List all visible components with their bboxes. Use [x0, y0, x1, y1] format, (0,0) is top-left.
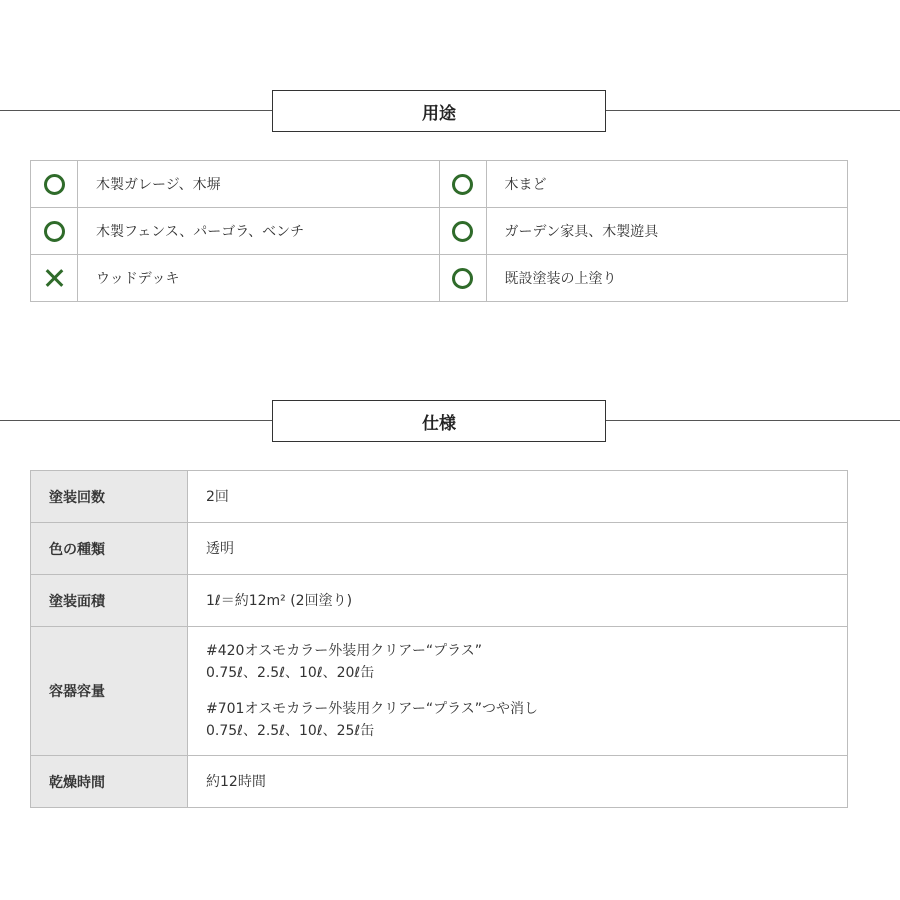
spec-value-line: 0.75ℓ、2.5ℓ、10ℓ、20ℓ缶 [206, 665, 375, 681]
usage-row [31, 208, 848, 255]
spec-value-line: 透明 [206, 540, 234, 557]
spec-value [188, 523, 848, 575]
spec-value-line: 0.75ℓ、2.5ℓ、10ℓ、25ℓ缶 [206, 723, 375, 739]
usage-label: 既設塗装の上塗り [486, 255, 848, 302]
spec-row [31, 471, 848, 523]
usage-table [30, 160, 848, 302]
spec-heading-title: 仕様 [272, 400, 606, 442]
spec-key: 乾燥時間 [31, 756, 188, 808]
spec-key: 容器容量 [31, 627, 188, 756]
usage-label: ウッドデッキ [78, 255, 440, 302]
usage-mark-cell [439, 161, 486, 208]
usage-mark-cell [439, 208, 486, 255]
usage-row [31, 161, 848, 208]
usage-mark-cell [31, 208, 78, 255]
usage-label: 木製フェンス、パーゴラ、ベンチ [78, 208, 440, 255]
usage-label: ガーデン家具、木製遊具 [486, 208, 848, 255]
circle-mark-icon [44, 221, 65, 242]
usage-mark-cell [31, 255, 78, 302]
spec-value [188, 627, 848, 756]
spec-row [31, 575, 848, 627]
spec-row [31, 523, 848, 575]
cross-mark-icon [44, 268, 64, 288]
usage-label: 木まど [486, 161, 848, 208]
spec-value-line: 2回 [206, 488, 229, 505]
circle-mark-icon [452, 221, 473, 242]
spec-heading [0, 400, 900, 442]
spec-value-line: 約12時間 [206, 773, 266, 790]
usage-label: 木製ガレージ、木塀 [78, 161, 440, 208]
usage-row [31, 255, 848, 302]
spec-value-line: #701オスモカラー外装用クリアー“プラス”つや消し [206, 701, 538, 717]
spec-row [31, 627, 848, 756]
usage-mark-cell [31, 161, 78, 208]
spec-value [188, 471, 848, 523]
spec-key: 塗装回数 [31, 471, 188, 523]
usage-heading [0, 90, 900, 132]
spec-block-gap [206, 684, 847, 698]
usage-mark-cell [439, 255, 486, 302]
spec-value [188, 575, 848, 627]
spec-key: 色の種類 [31, 523, 188, 575]
circle-mark-icon [452, 174, 473, 195]
spec-row [31, 756, 848, 808]
spec-value-line: 1ℓ＝約12m² (2回塗り) [206, 592, 353, 609]
spec-table [30, 470, 848, 808]
spec-key: 塗装面積 [31, 575, 188, 627]
circle-mark-icon [44, 174, 65, 195]
usage-heading-title: 用途 [272, 90, 606, 132]
circle-mark-icon [452, 268, 473, 289]
spec-value [188, 756, 848, 808]
spec-value-line: #420オスモカラー外装用クリアー“プラス” [206, 643, 482, 659]
